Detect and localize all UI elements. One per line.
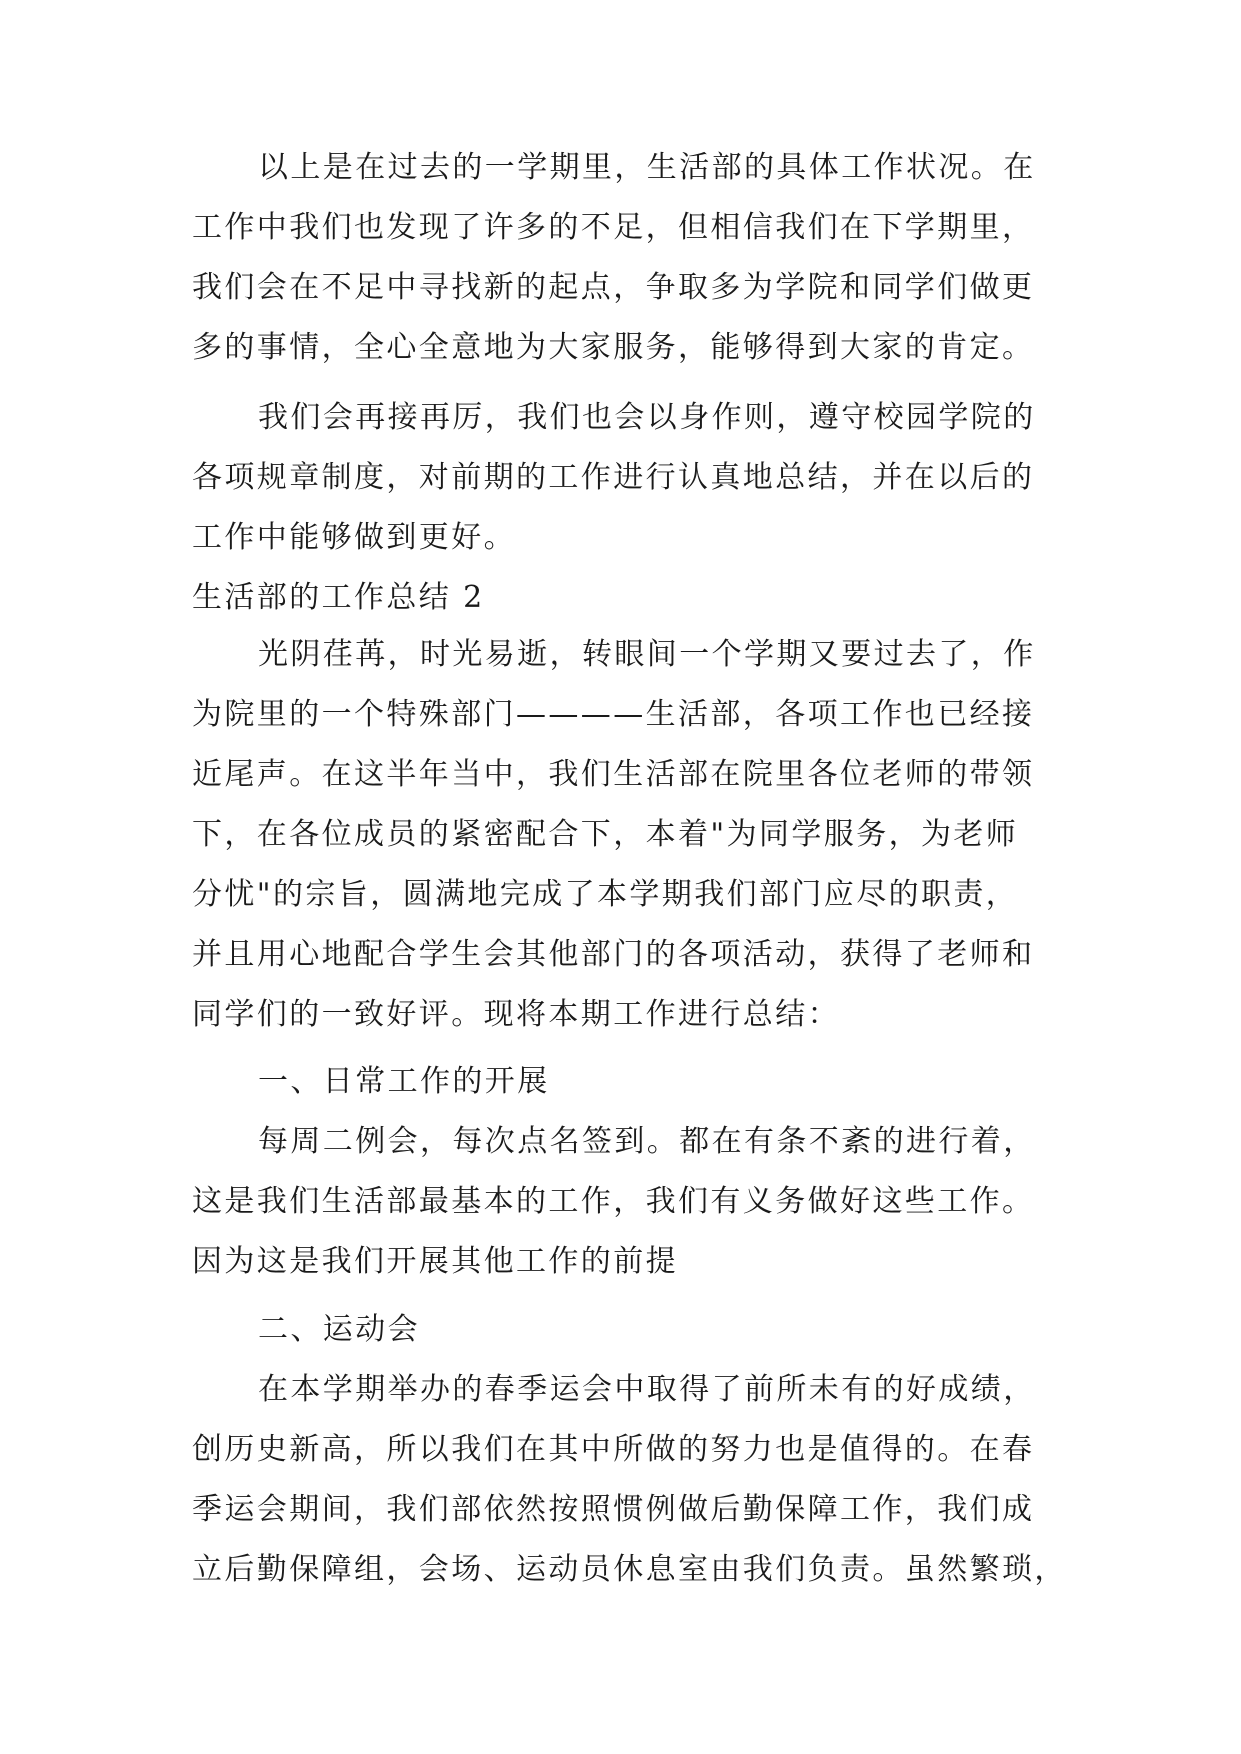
paragraph-line: 光阴荏苒，时光易逝，转眼间一个学期又要过去了，作 [258, 637, 1036, 672]
paragraph-line: 下，在各位成员的紧密配合下，本着"为同学服务，为老师 [192, 817, 1019, 852]
paragraph-line: 季运会期间，我们部依然按照惯例做后勤保障工作，我们成 [192, 1492, 1035, 1527]
paragraph-line: 工作中我们也发现了许多的不足，但相信我们在下学期里， [192, 210, 1035, 245]
paragraph-line: 在本学期举办的春季运会中取得了前所未有的好成绩， [258, 1372, 1036, 1407]
paragraph-line: 创历史新高，所以我们在其中所做的努力也是值得的。在春 [192, 1432, 1035, 1467]
paragraph-line: 分忧"的宗旨，圆满地完成了本学期我们部门应尽的职责， [192, 877, 1019, 912]
paragraph-line: 工作中能够做到更好。 [192, 520, 516, 555]
paragraph-line: 我们会再接再厉，我们也会以身作则，遵守校园学院的 [258, 400, 1036, 435]
paragraph-line: 以上是在过去的一学期里，生活部的具体工作状况。在 [258, 150, 1036, 185]
paragraph-line: 多的事情，全心全意地为大家服务，能够得到大家的肯定。 [192, 330, 1035, 365]
paragraph-line: 我们会在不足中寻找新的起点，争取多为学院和同学们做更 [192, 270, 1035, 305]
paragraph-line: 为院里的一个特殊部门————生活部，各项工作也已经接 [192, 697, 1035, 732]
subsection-heading: 一、日常工作的开展 [258, 1064, 550, 1099]
paragraph-line: 这是我们生活部最基本的工作，我们有义务做好这些工作。 [192, 1184, 1035, 1219]
subsection-heading: 二、运动会 [258, 1312, 420, 1347]
paragraph-line: 立后勤保障组，会场、运动员休息室由我们负责。虽然繁琐， [192, 1552, 1067, 1587]
paragraph-line: 每周二例会，每次点名签到。都在有条不紊的进行着， [258, 1124, 1036, 1159]
paragraph-line: 并且用心地配合学生会其他部门的各项活动，获得了老师和 [192, 937, 1035, 972]
paragraph-line: 近尾声。在这半年当中，我们生活部在院里各位老师的带领 [192, 757, 1035, 792]
section-title: 生活部的工作总结 2 [192, 580, 485, 615]
paragraph-line: 各项规章制度，对前期的工作进行认真地总结，并在以后的 [192, 460, 1035, 495]
paragraph-line: 因为这是我们开展其他工作的前提 [192, 1244, 678, 1279]
paragraph-line: 同学们的一致好评。现将本期工作进行总结： [192, 997, 840, 1032]
